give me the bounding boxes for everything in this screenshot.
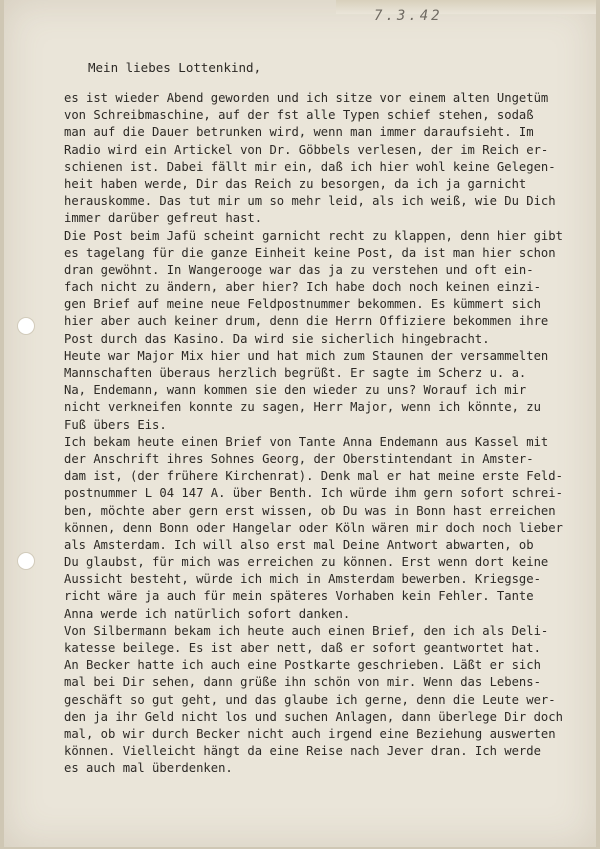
text-line: Du glaubst, für mich was erreichen zu können. Erst wenn dort keine — [64, 555, 549, 570]
text-line: Fuß übers Eis. — [64, 417, 167, 432]
text-line: es auch mal überdenken. — [64, 761, 233, 776]
text-line: Mannschaften überaus herzlich begrüßt. Er sagte im Scherz u. a. — [64, 366, 527, 380]
text-line: An Becker hatte ich auch eine Postkarte geschrieben. Läßt er sich — [64, 658, 541, 673]
punch-hole — [18, 318, 34, 334]
text-line: mal bei Dir sehen, dann grüße ihn schön von mir. Wenn das Lebens- — [64, 675, 541, 690]
text-line: katesse beilege. Es ist aber nett, daß er sofort geantwortet hat. — [64, 641, 541, 655]
text-line: schienen ist. Dabei fällt mir ein, daß ich hier wohl keine Gelegen- — [64, 159, 556, 174]
text-line: es tagelang für die ganze Einheit keine Post, da ist man hier schon — [64, 245, 556, 260]
text-line: mal, ob wir durch Becker nicht auch irgend eine Beziehung auswerten — [64, 726, 556, 741]
text-line: nicht verkneifen konnte zu sagen, Herr Major, wenn ich könnte, zu — [64, 400, 541, 415]
text-line: Von Silbermann bekam ich heute auch einen Brief, den ich als Deli- — [64, 623, 549, 638]
text-line: als Amsterdam. Ich will also erst mal Deine Antwort abwarten, ob — [64, 537, 534, 552]
text-line: Aussicht besteht, würde ich mich in Amsterdam bewerben. Kriegsge- — [64, 572, 541, 587]
text-line: von Schreibmaschine, auf der fst alle Typen schief stehen, sodaß — [64, 108, 534, 123]
text-line: geschäft so gut geht, und das glaube ich gerne, denn die Leute wer- — [64, 692, 556, 707]
text-line: den ja ihr Geld nicht los und suchen Anlagen, dann überlege Dir doch — [64, 709, 563, 724]
text-line: herauskomme. Das tut mir um so mehr leid, als ich weiß, wie Du Dich — [64, 194, 556, 209]
text-line: dran gewöhnt. In Wangerooge war das ja zu verstehen und oft ein- — [64, 262, 534, 277]
text-line: können. Vielleicht hängt da eine Reise nach Jever dran. Ich werde — [64, 744, 541, 759]
text-line: richt wäre ja auch für mein späteres Vorhaben kein Fehler. Tante — [64, 589, 534, 604]
punch-hole — [18, 553, 34, 569]
text-line: Radio wird ein Artickel von Dr. Göbbels verlesen, der im Reich er- — [64, 142, 549, 157]
greeting: Mein liebes Lottenkind, — [88, 60, 262, 75]
text-line: man auf die Dauer betrunken wird, wenn man immer daraufsieht. Im — [64, 125, 534, 140]
text-line: heit haben werde, Dir das Reich zu besorgen, da ich ja garnicht — [64, 176, 527, 191]
text-line: können, denn Bonn oder Hangelar oder Köln wären mir doch noch lieber — [64, 520, 563, 535]
text-line: postnummer L 04 147 A. über Benth. Ich würde ihm gern sofort schrei- — [64, 486, 563, 501]
letter-body — [64, 90, 594, 778]
text-line: Ich bekam heute einen Brief von Tante Anna Endemann aus Kassel mit — [64, 434, 549, 449]
text-line: hier aber auch keiner drum, denn die Herrn Offiziere bekommen ihre — [64, 314, 549, 329]
text-line: Heute war Major Mix hier und hat mich zum Staunen der versammelten — [64, 348, 549, 363]
text-line: gen Brief auf meine neue Feldpostnummer bekommen. Es kümmert sich — [64, 297, 541, 312]
text-line: Anna werde ich natürlich sofort danken. — [64, 606, 351, 621]
letter-sheet — [4, 0, 596, 847]
text-line: dam ist, (der frühere Kirchenrat). Denk mal er hat meine erste Feld- — [64, 469, 563, 484]
text-line: fach nicht zu ändern, aber hier? Ich habe doch noch keinen einzi- — [64, 280, 541, 295]
handwritten-date: 7.3.42 — [374, 8, 443, 24]
text-line: Die Post beim Jafü scheint garnicht recht zu klappen, denn hier gibt — [64, 228, 563, 243]
text-line: Post durch das Kasino. Da wird sie sicherlich hingebracht. — [64, 331, 490, 346]
text-line: es ist wieder Abend geworden und ich sitze vor einem alten Ungetüm — [64, 91, 549, 105]
text-line: der Anschrift ihres Sohnes Georg, der Oberstintendant in Amster- — [64, 451, 534, 466]
text-line: ben, möchte aber gern erst wissen, ob Du was in Bonn hast erreichen — [64, 503, 556, 518]
text-line: immer darüber gefreut hast. — [64, 211, 263, 226]
text-line: Na, Endemann, wann kommen sie den wieder zu uns? Worauf ich mir — [64, 383, 527, 398]
